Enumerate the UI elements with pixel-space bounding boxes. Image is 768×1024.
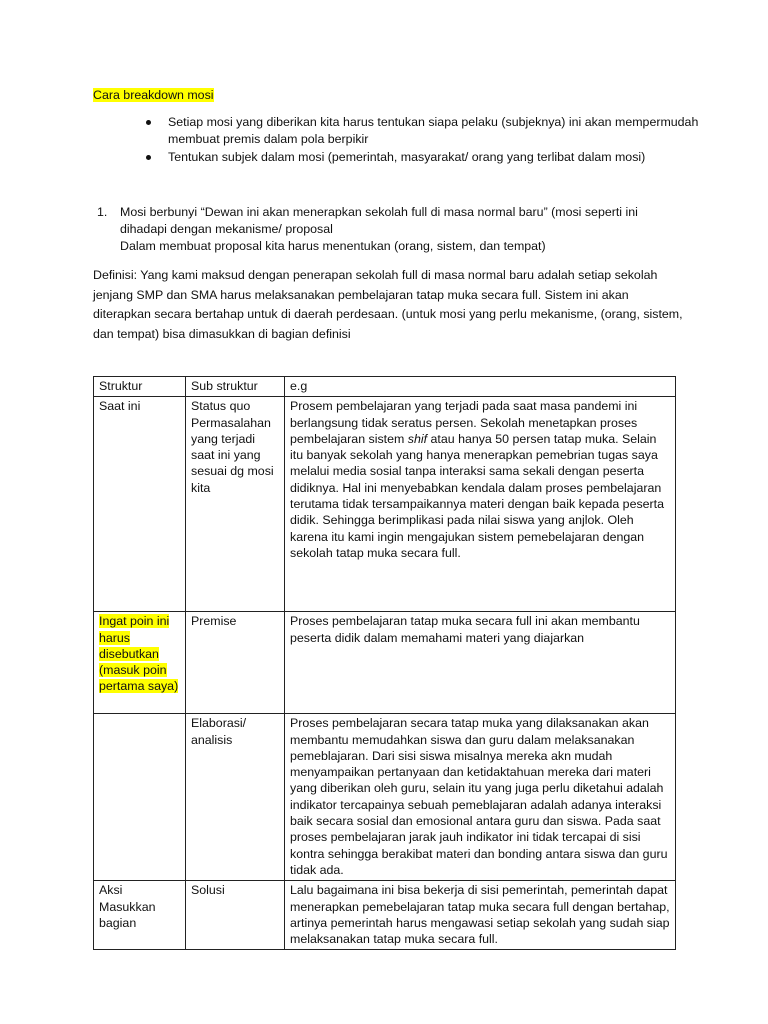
bullet-list — [146, 114, 706, 167]
section-heading — [93, 87, 214, 104]
structure-table — [93, 376, 676, 950]
header-cell: e.g — [285, 377, 676, 397]
struktur-cell: Aksi Masukkan bagian — [94, 881, 186, 950]
struktur-cell-highlighted — [94, 612, 186, 714]
sub-struktur-cell: Elaborasi/ analisis — [186, 714, 285, 881]
heading-highlight: Cara breakdown mosi — [93, 88, 214, 102]
example-cell: Lalu bagaimana ini bisa bekerja di sisi pemerintah, pemerintah dapat menerapkan pemebelajaran tatap muka secara full dengan bertahap, artinya pemerintah harus mengawasi setiap sekolah yang sudah siap melaksanakan tatap muka secara full. — [285, 881, 676, 950]
definition-paragraph: Definisi: Yang kami maksud dengan penerapan sekolah full di masa normal baru adalah setiap sekolah jenjang SMP dan SMA harus melaksanakan pembelajaran tatap muka secara full. Sistem ini akan diterapkan secara bertahap untuk di daerah perdesaan. (untuk mosi yang perlu mekanisme, (orang, sistem, dan tempat) bisa dimasukkan di bagian definisi — [93, 268, 683, 341]
example-text: Prosem pembelajaran yang terjadi pada saat masa pandemi ini berlangsung tidak seratus persen. Sekolah menetapkan proses pembelajaran sistem — [290, 399, 638, 446]
table-row — [94, 881, 676, 950]
sub-struktur-cell: Premise — [186, 612, 285, 714]
highlight-note: Ingat poin ini harus disebutkan (masuk poin pertama saya) — [99, 614, 179, 694]
header-cell: Struktur — [94, 377, 186, 397]
table-header-row — [94, 377, 676, 397]
numbered-line: Mosi berbunyi “Dewan ini akan menerapkan sekolah full di masa normal baru” (mosi seperti ini dihadapi dengan mekanisme/ proposal — [120, 205, 638, 236]
example-text: atau hanya 50 persen tatap muka. Selain itu banyak sekolah yang hanya menerapkan pemebrian tugas saya melalui media sosial tanpa interaksi sama sekali dengan peserta didiknya. Hal ini menyebabkan kendala dalam proses pembelajaran terutama tidak tersampaikannya materi dengan baik kepada peserta didik. Sehingga berimplikasi pada nilai siswa yang anjlok. Oleh karena itu kami ingin mengajukan sistem pemebelajaran dengan sekolah tatap muka secara full. — [290, 431, 665, 560]
struktur-cell: Saat ini — [94, 397, 186, 612]
example-cell: Proses pembelajaran tatap muka secara full ini akan membantu peserta didik dalam memahami materi yang diajarkan — [285, 612, 676, 714]
table-row — [94, 612, 676, 714]
bullet-item: Tentukan subjek dalam mosi (pemerintah, masyarakat/ orang yang terlibat dalam mosi) — [146, 149, 706, 166]
bullet-item: Setiap mosi yang diberikan kita harus tentukan siapa pelaku (subjeknya) ini akan mempermudah membuat premis dalam pola berpikir — [146, 114, 706, 148]
numbered-item — [97, 204, 687, 255]
struktur-cell — [94, 714, 186, 881]
sub-struktur-cell: Solusi — [186, 881, 285, 950]
table-row — [94, 714, 676, 881]
example-cell: Proses pembelajaran secara tatap muka yang dilaksanakan akan membantu memudahkan siswa dan guru dalam melaksanakan pemeblajaran. Dari sisi siswa misalnya mereka akn mudah menyampaikan pertanyaan dan ketidaktahuan mereka dari materi yang diberikan oleh guru, selain itu yang juga perlu diketahui adalah indikator tercapainya sebuah pemeblajaran adalah adanya interaksi baik secara sosial dan emosional antara guru dan siswa. Pada saat proses pembelajaran jarak jauh indikator ini tidak tercapai di sisi kontra sehingga berakibat materi dan bonding antara siswa dan guru tidak ada. — [285, 714, 676, 881]
example-italic: shif — [407, 431, 428, 446]
numbered-line: Dalam membuat proposal kita harus menentukan (orang, sistem, dan tempat) — [120, 239, 546, 253]
header-cell: Sub struktur — [186, 377, 285, 397]
sub-struktur-cell: Status quo Permasalahan yang terjadi saat ini yang sesuai dg mosi kita — [186, 397, 285, 612]
example-cell — [285, 397, 676, 612]
item-number: 1. — [97, 205, 108, 219]
table-row — [94, 397, 676, 612]
